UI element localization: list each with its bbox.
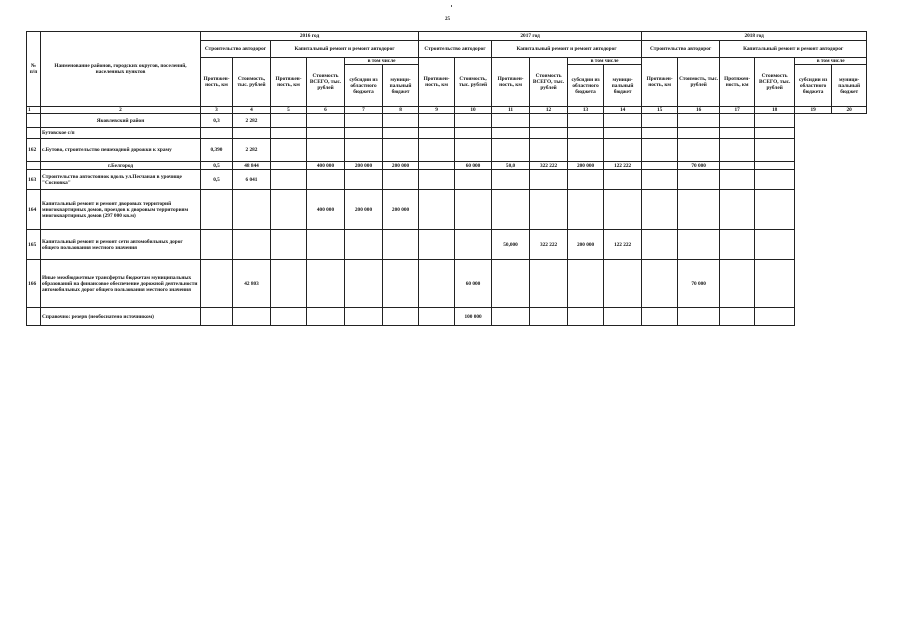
column-number: 19	[795, 107, 832, 114]
value-cell	[455, 230, 492, 260]
value-cell	[755, 114, 795, 128]
value-cell: 200 000	[568, 162, 604, 170]
value-cell	[604, 128, 642, 139]
value-cell: 60 000	[455, 162, 492, 170]
value-cell	[307, 128, 345, 139]
value-cell	[345, 308, 383, 326]
value-cell	[755, 308, 795, 326]
header-including: в том числе	[345, 58, 419, 65]
value-cell	[383, 260, 419, 308]
scan-speck	[451, 5, 452, 7]
header-length: Протяжен-ность, км	[492, 58, 530, 107]
value-cell	[678, 170, 720, 190]
value-cell	[568, 114, 604, 128]
value-cell	[604, 308, 642, 326]
value-cell	[455, 170, 492, 190]
header-municipal: муници-пальный бюджет	[383, 65, 419, 107]
value-cell	[419, 139, 455, 162]
value-cell	[642, 114, 678, 128]
header-length: Протяжен-ность, км	[419, 58, 455, 107]
header-construction-2016: Строительство автодорог	[201, 41, 271, 58]
value-cell	[419, 260, 455, 308]
header-cost: Стоимость, тыс. рублей	[678, 58, 720, 107]
header-including: в том числе	[795, 58, 867, 65]
value-cell: 0,3	[201, 114, 233, 128]
value-cell	[678, 114, 720, 128]
value-cell	[307, 230, 345, 260]
header-municipal: муници-пальный бюджет	[832, 65, 867, 107]
value-cell	[419, 128, 455, 139]
value-cell	[271, 139, 307, 162]
column-number: 17	[720, 107, 755, 114]
row-number: 163	[27, 170, 41, 190]
value-cell	[492, 260, 530, 308]
value-cell: 322 222	[530, 162, 568, 170]
value-cell	[201, 230, 233, 260]
header-cost: Стоимость, тыс. рублей	[455, 58, 492, 107]
header-subsidy: субсидии из областного бюджета	[345, 65, 383, 107]
value-cell	[383, 308, 419, 326]
value-cell: 50,000	[492, 230, 530, 260]
value-cell	[233, 230, 271, 260]
value-cell	[271, 170, 307, 190]
row-name: Капитальный ремонт и ремонт дворовых территорий многоквартирных домов, проездов к дворовым территориям многоквартирных домов (297 000 кв.м)	[41, 190, 201, 230]
value-cell	[755, 139, 795, 162]
value-cell	[568, 139, 604, 162]
value-cell: 400 000	[307, 162, 345, 170]
value-cell	[530, 114, 568, 128]
table-row	[27, 114, 867, 128]
column-number: 12	[530, 107, 568, 114]
value-cell	[720, 308, 755, 326]
value-cell	[307, 114, 345, 128]
column-number: 13	[568, 107, 604, 114]
value-cell: 50,0	[492, 162, 530, 170]
row-number	[27, 162, 41, 170]
value-cell: 200 000	[568, 230, 604, 260]
value-cell	[455, 190, 492, 230]
table-row	[27, 230, 867, 260]
table-row	[27, 128, 867, 139]
table-row	[27, 190, 867, 230]
header-cost-total: Стоимость ВСЕГО, тыс. рублей	[530, 58, 568, 107]
row-name: Яковлевский район	[41, 114, 201, 128]
row-name: Бутовское с/п	[41, 128, 201, 139]
value-cell	[271, 260, 307, 308]
column-number: 6	[307, 107, 345, 114]
header-cost-total: Стоимость ВСЕГО, тыс. рублей	[755, 58, 795, 107]
value-cell	[271, 162, 307, 170]
value-cell	[642, 139, 678, 162]
value-cell	[271, 190, 307, 230]
column-number: 20	[832, 107, 867, 114]
value-cell: 122 222	[604, 230, 642, 260]
value-cell	[233, 308, 271, 326]
value-cell	[720, 128, 755, 139]
value-cell	[604, 190, 642, 230]
header-subsidy: субсидии из областного бюджета	[795, 65, 832, 107]
value-cell	[201, 260, 233, 308]
value-cell	[568, 260, 604, 308]
value-cell: 200 000	[383, 190, 419, 230]
value-cell	[642, 162, 678, 170]
header-repair-2018: Капитальный ремонт и ремонт автодорог	[720, 41, 867, 58]
value-cell	[720, 139, 755, 162]
header-cost: Стоимость, тыс. рублей	[233, 58, 271, 107]
value-cell	[568, 128, 604, 139]
value-cell	[307, 139, 345, 162]
column-number: 9	[419, 107, 455, 114]
value-cell	[201, 308, 233, 326]
row-number: 166	[27, 260, 41, 308]
value-cell	[383, 230, 419, 260]
value-cell	[419, 114, 455, 128]
row-name: г.Белгород	[41, 162, 201, 170]
value-cell	[345, 260, 383, 308]
value-cell	[345, 230, 383, 260]
value-cell	[271, 114, 307, 128]
header-repair-2017: Капитальный ремонт и ремонт автодорог	[492, 41, 642, 58]
header-construction-2018: Строительство автодорог	[642, 41, 720, 58]
value-cell	[530, 260, 568, 308]
column-number: 3	[201, 107, 233, 114]
row-number: 164	[27, 190, 41, 230]
column-number: 18	[755, 107, 795, 114]
value-cell	[307, 308, 345, 326]
value-cell	[419, 170, 455, 190]
value-cell	[720, 114, 755, 128]
value-cell	[755, 162, 795, 170]
road-works-table	[26, 31, 867, 326]
header-subsidy: субсидии из областного бюджета	[568, 65, 604, 107]
value-cell	[642, 128, 678, 139]
value-cell	[755, 230, 795, 260]
table-row	[27, 170, 867, 190]
page-number: 25	[445, 17, 450, 22]
value-cell: 42 803	[233, 260, 271, 308]
value-cell	[383, 128, 419, 139]
header-length: Протяжен-ность, км	[201, 58, 233, 107]
value-cell	[419, 190, 455, 230]
value-cell	[345, 114, 383, 128]
value-cell	[492, 190, 530, 230]
header-year-2017: 2017 год	[419, 32, 642, 41]
value-cell	[383, 139, 419, 162]
header-year-2018: 2018 год	[642, 32, 867, 41]
value-cell: 122 222	[604, 162, 642, 170]
column-number: 4	[233, 107, 271, 114]
value-cell: 100 000	[455, 308, 492, 326]
header-cost-total: Стоимость ВСЕГО, тыс. рублей	[307, 58, 345, 107]
value-cell	[755, 190, 795, 230]
column-number: 1	[27, 107, 41, 114]
value-cell	[233, 190, 271, 230]
value-cell	[568, 308, 604, 326]
value-cell	[720, 162, 755, 170]
header-construction-2017: Строительство автодорог	[419, 41, 492, 58]
row-name: с.Бутово, строительство пешеходной дорожки к храму	[41, 139, 201, 162]
value-cell	[455, 114, 492, 128]
value-cell	[530, 308, 568, 326]
value-cell	[345, 139, 383, 162]
value-cell	[419, 308, 455, 326]
column-numbers-row	[27, 107, 867, 114]
value-cell	[201, 128, 233, 139]
row-number	[27, 308, 41, 326]
header-including: в том числе	[568, 58, 642, 65]
value-cell	[419, 162, 455, 170]
column-number: 14	[604, 107, 642, 114]
value-cell: 60 000	[455, 260, 492, 308]
value-cell	[419, 230, 455, 260]
value-cell	[271, 308, 307, 326]
table-row	[27, 260, 867, 308]
value-cell: 200 000	[345, 162, 383, 170]
table-row	[27, 139, 867, 162]
value-cell	[492, 170, 530, 190]
value-cell	[345, 170, 383, 190]
row-name: Справочно: резерв (необоснатено источником)	[41, 308, 201, 326]
header-year-2016: 2016 год	[201, 32, 419, 41]
value-cell	[455, 128, 492, 139]
table-row	[27, 162, 867, 170]
value-cell: 0,5	[201, 170, 233, 190]
header-no: № п/п	[27, 32, 41, 107]
column-number: 15	[642, 107, 678, 114]
value-cell	[604, 260, 642, 308]
value-cell	[604, 170, 642, 190]
value-cell	[492, 308, 530, 326]
value-cell	[530, 139, 568, 162]
row-number	[27, 128, 41, 139]
value-cell	[678, 308, 720, 326]
value-cell	[307, 170, 345, 190]
value-cell	[568, 170, 604, 190]
value-cell	[720, 260, 755, 308]
table-row	[27, 308, 867, 326]
value-cell	[233, 128, 271, 139]
value-cell	[642, 190, 678, 230]
value-cell: 70 000	[678, 260, 720, 308]
column-number: 11	[492, 107, 530, 114]
column-number: 10	[455, 107, 492, 114]
table-body	[27, 114, 867, 326]
value-cell	[271, 230, 307, 260]
value-cell	[720, 190, 755, 230]
row-name: Строительство автостоянок вдоль ул.Песчаная в урочище "Сосновка"	[41, 170, 201, 190]
value-cell	[345, 128, 383, 139]
column-number: 16	[678, 107, 720, 114]
value-cell	[678, 128, 720, 139]
row-name: Иные межбюджетные трансферты бюджетам муниципальных образований на финансовое обеспечение дорожной деятельности автомобильных дорог общего пользования местного значения	[41, 260, 201, 308]
value-cell	[201, 190, 233, 230]
value-cell	[604, 114, 642, 128]
value-cell	[604, 139, 642, 162]
value-cell: 48 844	[233, 162, 271, 170]
value-cell: 200 000	[383, 162, 419, 170]
value-cell	[455, 139, 492, 162]
header-repair-2016: Капитальный ремонт и ремонт автодорог	[271, 41, 419, 58]
value-cell: 0,390	[201, 139, 233, 162]
header-length: Протяжен-ность, км	[642, 58, 678, 107]
value-cell: 2 282	[233, 114, 271, 128]
header-length: Протяжен-ность, км	[271, 58, 307, 107]
value-cell	[755, 170, 795, 190]
value-cell: 70 000	[678, 162, 720, 170]
value-cell	[755, 128, 795, 139]
value-cell	[383, 114, 419, 128]
value-cell	[492, 128, 530, 139]
value-cell: 200 000	[345, 190, 383, 230]
value-cell	[678, 230, 720, 260]
value-cell	[642, 260, 678, 308]
column-number: 7	[345, 107, 383, 114]
value-cell	[307, 260, 345, 308]
header-municipal: муници-пальный бюджет	[604, 65, 642, 107]
value-cell	[530, 128, 568, 139]
value-cell	[755, 260, 795, 308]
header-length: Протяжен-ность, км	[720, 58, 755, 107]
header-name: Наименование районов, городских округов, поселений, населенных пунктов	[41, 32, 201, 107]
value-cell	[492, 114, 530, 128]
value-cell: 400 000	[307, 190, 345, 230]
value-cell	[568, 190, 604, 230]
row-name: Капитальный ремонт и ремонт сети автомобильных дорог общего пользования местного значения	[41, 230, 201, 260]
column-number: 5	[271, 107, 307, 114]
value-cell: 2 282	[233, 139, 271, 162]
value-cell	[720, 170, 755, 190]
value-cell	[642, 230, 678, 260]
column-number: 8	[383, 107, 419, 114]
value-cell	[492, 139, 530, 162]
value-cell	[678, 139, 720, 162]
value-cell: 0,5	[201, 162, 233, 170]
value-cell: 322 222	[530, 230, 568, 260]
value-cell: 6 041	[233, 170, 271, 190]
value-cell	[271, 128, 307, 139]
value-cell	[530, 170, 568, 190]
value-cell	[678, 190, 720, 230]
value-cell	[720, 230, 755, 260]
value-cell	[642, 308, 678, 326]
row-number	[27, 114, 41, 128]
row-number: 165	[27, 230, 41, 260]
value-cell	[642, 170, 678, 190]
value-cell	[383, 170, 419, 190]
row-number: 162	[27, 139, 41, 162]
column-number: 2	[41, 107, 201, 114]
value-cell	[530, 190, 568, 230]
